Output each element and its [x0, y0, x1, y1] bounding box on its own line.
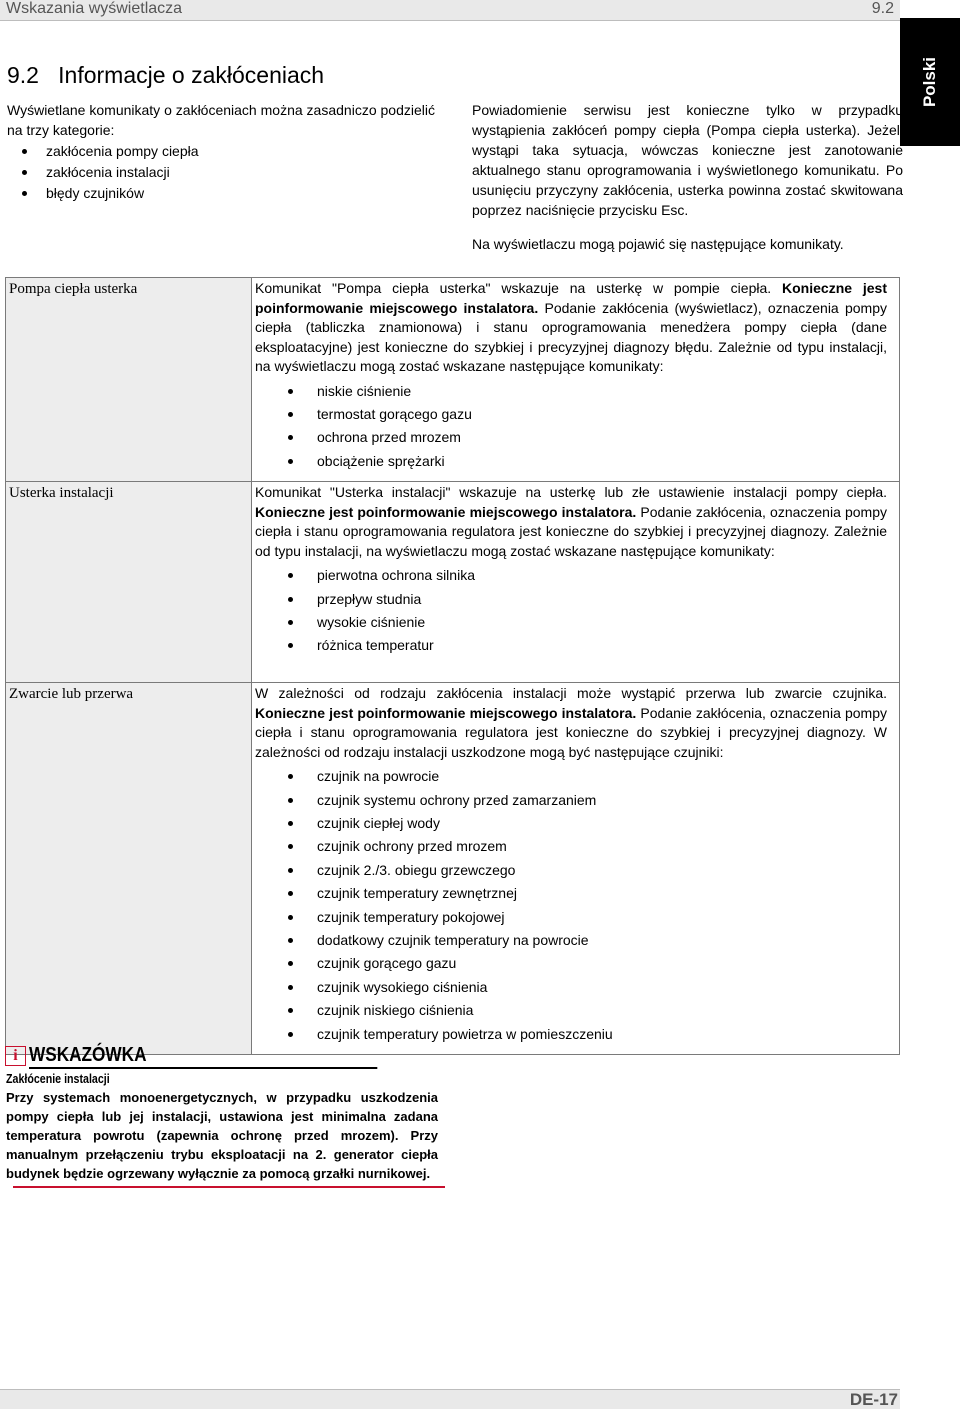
list-item: czujnik gorącego gazu [255, 952, 887, 975]
fault-label: Zwarcie lub przerwa [6, 683, 252, 1055]
fault-description [252, 683, 900, 1055]
fault-text: Podanie zakłócenia (wyświetlacz), oznaczenia pompy ciepła (tabliczka znamionowa) i stanu oprogramowania menedżera pompy ciepła (dane eksploatacyjne) jest konieczne do szybkiej i precyzyjnej diagnozy błędu. Zależnie od typu instalacji, na wyświetlaczu mogą zostać wskazane następujące komunikaty: [255, 299, 887, 374]
messages-intro: Na wyświetlaczu mogą pojawić się następujące komunikaty. [472, 236, 844, 252]
note-subheading: Zakłócenie instalacji [6, 1071, 110, 1086]
fault-text: W zależności od rodzaju zakłócenia instalacji może wystąpić przerwa lub zwarcie czujnika. [255, 685, 887, 702]
note-heading: WSKAZÓWKA [29, 1043, 377, 1069]
list-item: zakłócenia instalacji [7, 162, 435, 183]
fault-list [255, 564, 887, 658]
note-divider [13, 1186, 445, 1188]
language-tab [900, 18, 960, 146]
list-item: ochrona przed mrozem [255, 426, 887, 449]
list-item: czujnik niskiego ciśnienia [255, 999, 887, 1022]
table-row [6, 683, 900, 1055]
fault-description [252, 482, 900, 683]
list-item: czujnik ochrony przed mrozem [255, 835, 887, 858]
fault-text: Komunikat "Pompa ciepła usterka" wskazuje na usterkę w pompie ciepła. [255, 280, 783, 296]
fault-list [255, 380, 887, 474]
fault-label: Pompa ciepła usterka [6, 278, 252, 482]
header-bar [0, 0, 900, 21]
fault-list [255, 765, 887, 1046]
intro-text: Wyświetlane komunikaty o zakłóceniach można zasadniczo podzielić na trzy kategorie: [7, 102, 435, 138]
list-item: dodatkowy czujnik temperatury na powrocie [255, 929, 887, 952]
header-section-number: 9.2 [871, 0, 894, 17]
list-item: różnica temperatur [255, 634, 887, 657]
fault-text: Podanie zakłócenia, oznaczenia pompy ciepła i stanu oprogramowania regulatora jest konieczne do szybkiej i precyzyjnej diagnozy. Zależnie od typu instalacji, na wyświetlaczu mogą zostać wskazane następujące komunikaty: [255, 503, 887, 559]
fault-text-bold: Konieczne jest poinformowanie miejscowego instalatora. [255, 280, 888, 316]
table-row [6, 482, 900, 683]
list-item: obciążenie sprężarki [255, 450, 887, 473]
list-item: czujnik ciepłej wody [255, 812, 887, 835]
footer-bar [0, 1389, 900, 1409]
intro-list [7, 141, 435, 204]
list-item: niskie ciśnienie [255, 380, 887, 403]
table-row [6, 278, 900, 482]
page-number: DE-17 [849, 1390, 898, 1409]
list-item: czujnik systemu ochrony przed zamarzaniem [255, 789, 887, 812]
fault-text: Komunikat "Usterka instalacji" wskazuje na usterkę lub złe ustawienie instalacji pompy ciepła. [255, 484, 887, 501]
intro-block [7, 100, 435, 204]
note-text: Przy systemach monoenergetycznych, w przypadku uszkodzenia pompy ciepła lub jej instalacji, ustawiona jest minimalna zadana temperatura powrotu (zapewnia ochronę przed mrozem). Przy manualnym przełączeniu trybu eksploatacji na 2. generator ciepła budynek będzie ogrzewany wyłącznie za pomocą grzałki nurnikowej. [6, 1090, 438, 1181]
list-item: termostat gorącego gazu [255, 403, 887, 426]
list-item: czujnik na powrocie [255, 765, 887, 788]
info-icon: i [5, 1046, 26, 1066]
list-item: czujnik temperatury powietrza w pomieszczeniu [255, 1023, 887, 1046]
fault-text-bold: Konieczne jest poinformowanie miejscowego instalatora. [255, 503, 637, 520]
list-item: czujnik temperatury pokojowej [255, 906, 887, 929]
fault-text: Podanie zakłócenia, oznaczenia pompy ciepła i stanu oprogramowania regulatora jest konieczne do szybkiej i precyzyjnej diagnozy. W zależności od rodzaju instalacji uszkodzone mogą być następujące czujniki: [255, 704, 887, 760]
header-title: Wskazania wyświetlacza [6, 0, 183, 17]
fault-table [5, 277, 900, 1055]
language-tab-label: Polski [920, 56, 939, 108]
fault-text-bold: Konieczne jest poinformowanie miejscowego instalatora. [255, 704, 637, 721]
list-item: błędy czujników [7, 183, 435, 204]
list-item: czujnik wysokiego ciśnienia [255, 976, 887, 999]
list-item: czujnik 2./3. obiegu grzewczego [255, 859, 887, 882]
service-info-text: Powiadomienie serwisu jest konieczne tylko w przypadku wystąpienia zakłóceń pompy ciepła (Pompa ciepła usterka). Jeżeli wystąpi taka sytuacja, wówczas konieczne jest zanotowanie aktualnego stanu oprogramowania i wyświetlonego komunikatu. Po usunięciu przyczyny zakłócenia, usterka powinna zostać skwitowana poprzez naciśnięcie przycisku Esc. [472, 102, 903, 218]
list-item: czujnik temperatury zewnętrznej [255, 882, 887, 905]
fault-description [252, 278, 900, 482]
list-item: przepływ studnia [255, 588, 887, 611]
list-item: pierwotna ochrona silnika [255, 564, 887, 587]
fault-label: Usterka instalacji [6, 482, 252, 683]
section-title: 9.2 Informacje o zakłóceniach [7, 62, 325, 88]
list-item: zakłócenia pompy ciepła [7, 141, 435, 162]
list-item: wysokie ciśnienie [255, 611, 887, 634]
